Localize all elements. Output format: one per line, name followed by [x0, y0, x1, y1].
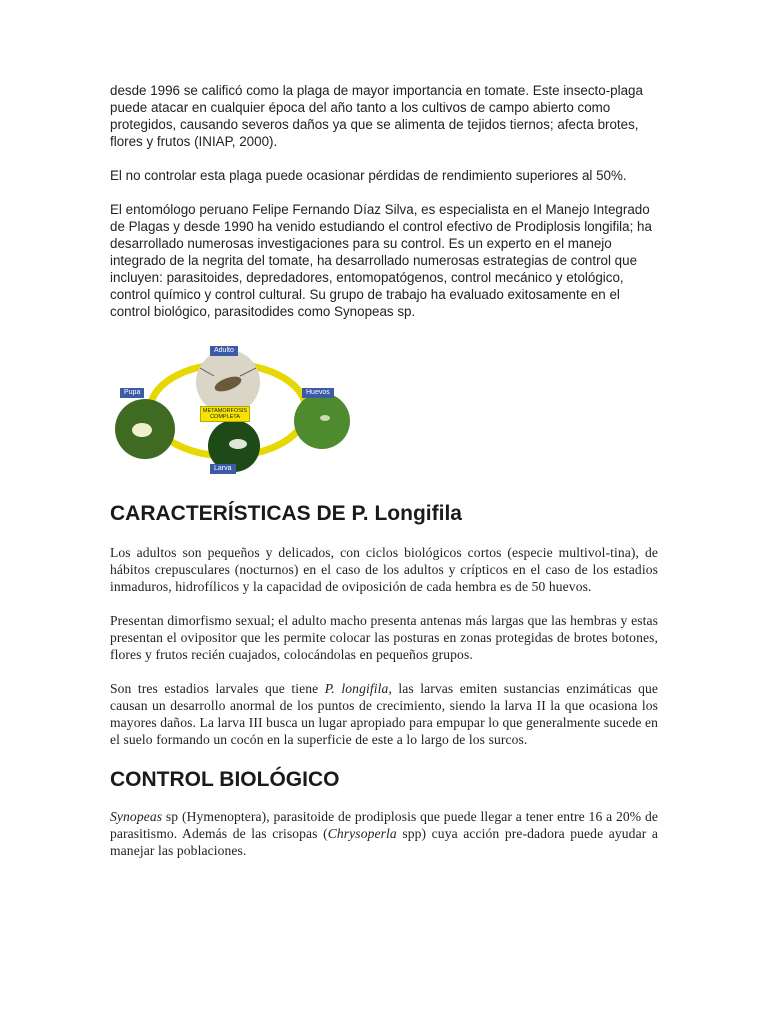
text-fragment: Son tres estadios larvales que tiene: [110, 681, 325, 696]
paragraph-intro: desde 1996 se calificó como la plaga de mayor importancia en tomate. Este insecto-plaga puede atacar en cualquier época del año tanto a los cultivos de campo abierto como protegidos, causando severos daños ya que se alimenta de tejidos tiernos; afecta brotes, flores y frutos (INIAP, 2000).: [110, 83, 643, 149]
metamorphosis-line2: COMPLETA: [210, 414, 240, 420]
paragraph-synopeas: [110, 808, 658, 859]
paragraph-adults: Los adultos son pequeños y delicados, con ciclos biológicos cortos (especie multivol-tina), de hábitos crepusculares (nocturnos) en el caso de los adultos y crípticos en el caso de los estadios inmaduros, hidrofílicos y la capacidad de oviposición de cada hembra es de 50 huevos.: [110, 545, 658, 594]
label-larva: Larva: [210, 464, 236, 474]
text-fragment: , las larvas emiten sustancias enzimáticas que causan un desarrollo anormal de los puntos de crecimiento, siendo la larva II la que ocasiona los mayores daños. La larva III busca un lugar apropiado para empupar lo que generalmente sucede en el suelo formando un cocón en la superficie de este a lo largo de los surcos.: [110, 681, 659, 747]
metamorphosis-diagram: [110, 346, 360, 474]
species-name: Chrysoperla: [327, 826, 397, 841]
heading-biological-control: CONTROL BIOLÓGICO: [110, 768, 340, 791]
metamorphosis-line1: METAMORFOSIS: [202, 408, 248, 414]
text-fragment: spp) cuya acción pre-dadora puede ayudar a manejar las poblaciones.: [110, 826, 658, 858]
label-eggs: Huevos: [302, 388, 334, 398]
paragraph-losses: El no controlar esta plaga puede ocasionar pérdidas de rendimiento superiores al 50%.: [110, 168, 627, 183]
paragraph-entomologist: El entomólogo peruano Felipe Fernando Díaz Silva, es especialista en el Manejo Integrado de Plagas y desde 1990 ha venido estudiando el control efectivo de Prodiplosis longifila; ha desarrollado numerosas investigaciones para su control. Es un experto en el manejo integrado de la negrita del tomate, ha desarrollado numerosas estrategias de control que incluyen: parasitoides, depredadores, entomopatógenos, control mecánico y etológico, control químico y control cultural. Su grupo de trabajo ha evaluado exitosamente en el control biológico, parasitodides como Synopeas sp.: [110, 202, 652, 319]
label-pupa: Pupa: [120, 388, 144, 398]
heading-characteristics: CARACTERÍSTICAS DE P. Longifila: [110, 502, 462, 525]
species-name: P. longifila: [324, 681, 389, 696]
text-fragment: sp (Hymenoptera), parasitoide de prodiplosis que puede llegar a tener entre 16 a 20% de parasitismo. Además de las crisopas (: [110, 809, 658, 841]
metamorphosis-label: [200, 406, 250, 422]
paragraph-larval-stages: [110, 680, 658, 748]
document-page: [110, 82, 658, 859]
species-name: Synopeas: [110, 809, 163, 824]
paragraph-dimorphism: Presentan dimorfismo sexual; el adulto macho presenta antenas más largas que las hembras y estas presentan el ovipositor que les permite colocar las posturas en zonas protegidas de brotes botones, flores y frutos recién cuajados, colocándolas en pequeños grupos.: [110, 613, 658, 662]
label-adult: Adulto: [210, 346, 238, 356]
